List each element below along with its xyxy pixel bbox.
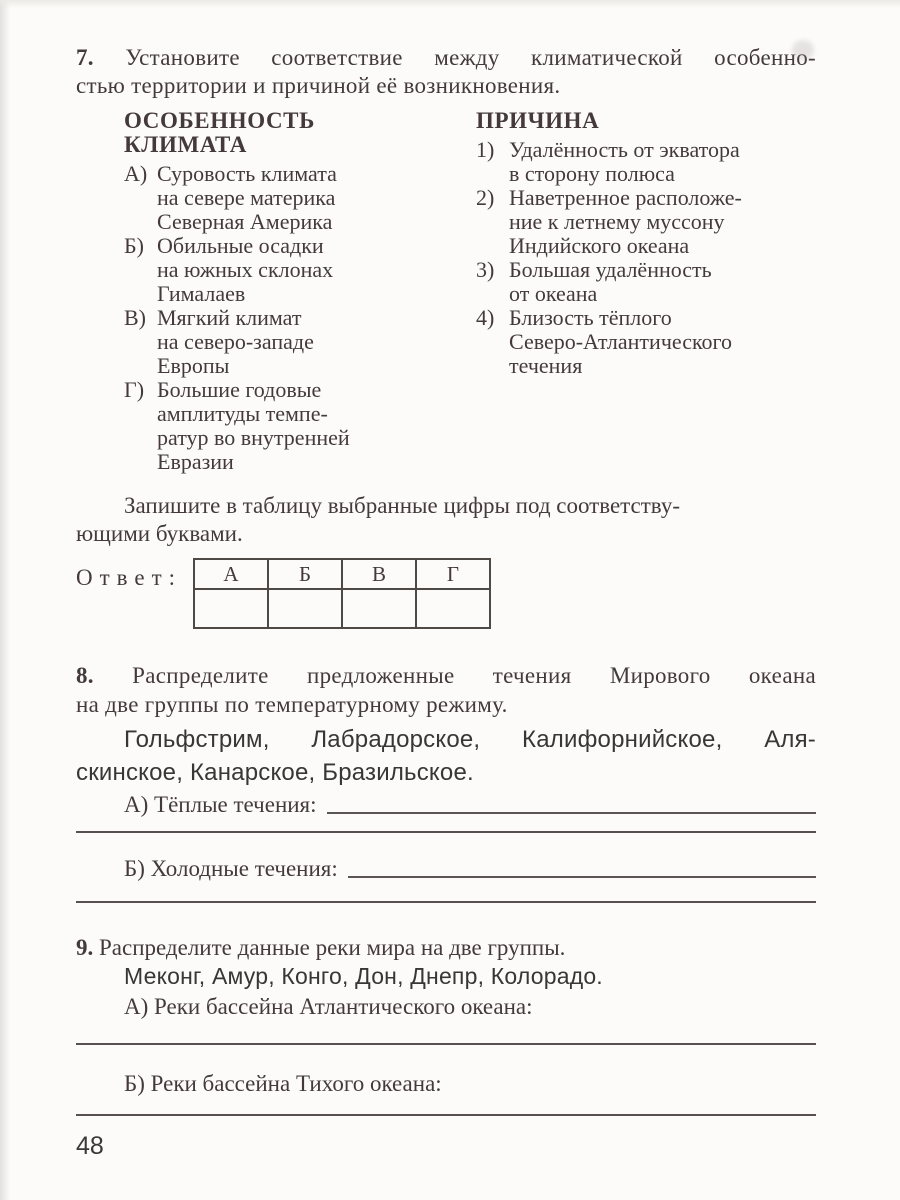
q8-warm-blank-line bbox=[327, 812, 816, 814]
answer-cell-v bbox=[342, 589, 416, 628]
cause-item-2: 2) Наветренное расположе- ние к летнему муссону Индийского океана bbox=[476, 185, 742, 258]
q8-cold-continuation-line bbox=[76, 901, 816, 903]
q7-causes-column bbox=[476, 109, 816, 474]
q9-pacific-blank-line bbox=[76, 1114, 816, 1116]
q7-intro-line1: 7. Установите соответствие между климатической особенно- bbox=[76, 45, 816, 70]
answer-header-g: Г bbox=[416, 559, 490, 589]
q7-intro-line2: стью территории и причиной её возникновения. bbox=[76, 73, 561, 98]
feature-item-b: Б) Обильные осадки на южных склонах Гималаев bbox=[124, 233, 334, 306]
question-8 bbox=[76, 661, 816, 903]
answer-label: Ответ: bbox=[76, 565, 183, 590]
scan-edge bbox=[0, 0, 900, 8]
q8-warm-continuation-line bbox=[76, 831, 816, 833]
feature-item-v: В) Мягкий климат на северо-западе Европы bbox=[124, 305, 314, 378]
answer-cell-a bbox=[194, 589, 268, 628]
q9-pacific-label: Б) Реки бассейна Тихого океана: bbox=[124, 1071, 442, 1096]
q8-intro-line1: 8. Распределите предложенные течения Мирового океана bbox=[76, 663, 816, 688]
q8-currents-list: Гольфстрим, Лабрадорское, Калифорнийское, Аля- скинское, Канарское, Бразильское. bbox=[76, 726, 816, 786]
answer-header-v: В bbox=[342, 559, 416, 589]
question-7 bbox=[76, 44, 816, 629]
scan-edge bbox=[0, 0, 10, 1200]
cause-item-3: 3) Большая удалённость от океана bbox=[476, 257, 712, 306]
answer-table bbox=[193, 558, 491, 629]
q8-warm-row bbox=[124, 791, 816, 819]
q8-intro-line2: на две группы по температурному режиму. bbox=[76, 692, 508, 717]
q7-left-header: ОСОБЕННОСТЬ КЛИМАТА bbox=[124, 108, 315, 157]
answer-header-a: А bbox=[194, 559, 268, 589]
cause-item-1: 1) Удалённость от экватора в сторону полюса bbox=[476, 137, 740, 186]
q8-cold-row bbox=[124, 855, 816, 883]
answer-header-b: Б bbox=[268, 559, 342, 589]
answer-table-value-row bbox=[194, 589, 490, 628]
cause-item-4: 4) Близость тёплого Северо-Атлантического течения bbox=[476, 305, 733, 378]
q9-number: 9. bbox=[76, 935, 94, 960]
q8-number: 8. bbox=[76, 663, 94, 688]
q8-cold-blank-line bbox=[348, 876, 816, 878]
q7-matching-columns bbox=[76, 109, 816, 474]
q9-title: 9. Распределите данные реки мира на две группы. bbox=[76, 935, 566, 960]
answer-table-header-row bbox=[194, 559, 490, 589]
answer-cell-b bbox=[268, 589, 342, 628]
answer-cell-g bbox=[416, 589, 490, 628]
q7-instruction: Запишите в таблицу выбранные цифры под соответству- ющими буквами. bbox=[76, 493, 680, 546]
q8-cold-label: Б) Холодные течения: bbox=[124, 856, 338, 881]
q7-right-header: ПРИЧИНА bbox=[476, 108, 600, 133]
q9-rivers-list: Меконг, Амур, Конго, Дон, Днепр, Колорадо. bbox=[124, 963, 603, 989]
question-9 bbox=[76, 933, 816, 1116]
feature-item-a: А) Суровость климата на севере материка Северная Америка bbox=[124, 161, 337, 234]
q7-number: 7. bbox=[76, 45, 94, 70]
q8-warm-label: А) Тёплые течения: bbox=[124, 792, 317, 817]
q7-features-column bbox=[124, 109, 476, 474]
scan-smudge bbox=[792, 40, 814, 60]
page-number: 48 bbox=[76, 1132, 104, 1160]
feature-item-g: Г) Большие годовые амплитуды темпе- ратур во внутренней Евразии bbox=[124, 377, 350, 474]
q9-atlantic-blank-line bbox=[76, 1043, 816, 1045]
q7-answer-section bbox=[76, 558, 816, 629]
q9-atlantic-label: А) Реки бассейна Атлантического океана: bbox=[124, 994, 533, 1019]
